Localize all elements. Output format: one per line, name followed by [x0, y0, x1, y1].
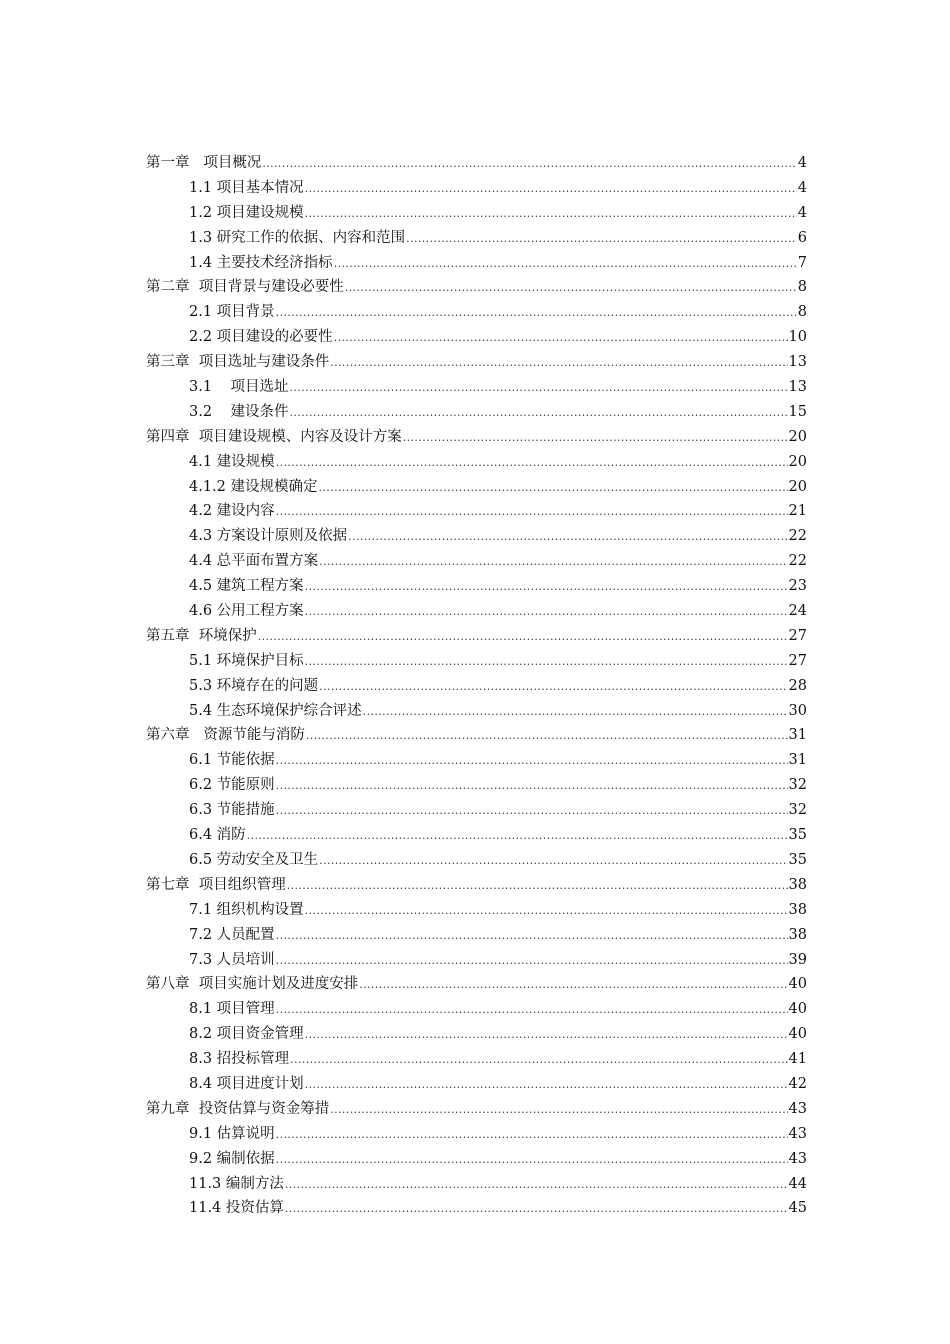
- toc-entry-title: 6.3 节能措施: [189, 802, 275, 819]
- toc-entry-title: 第七章 项目组织管理: [146, 876, 286, 893]
- toc-chapter-entry[interactable]: [146, 350, 807, 375]
- table-of-contents: [146, 151, 807, 1221]
- toc-section-entry[interactable]: [146, 649, 807, 674]
- dot-leader: [287, 874, 788, 899]
- dot-leader: [305, 202, 797, 227]
- dot-leader: [403, 426, 788, 451]
- toc-entry-title: 8.2 项目资金管理: [189, 1026, 304, 1043]
- toc-page-number: 35: [788, 827, 807, 844]
- toc-section-entry[interactable]: [146, 748, 807, 773]
- toc-page-number: 7: [797, 254, 807, 271]
- toc-entry-title: 4.4 总平面布置方案: [189, 553, 319, 570]
- toc-entry-title: 第三章 项目选址与建设条件: [146, 354, 330, 371]
- toc-page-number: 22: [788, 528, 807, 545]
- toc-page-number: 38: [788, 901, 807, 918]
- dot-leader: [305, 177, 797, 202]
- dot-leader: [285, 1197, 788, 1222]
- dot-leader: [406, 227, 797, 252]
- toc-page-number: 6: [797, 229, 807, 246]
- dot-leader: [290, 376, 788, 401]
- dot-leader: [305, 600, 788, 625]
- dot-leader: [276, 1123, 788, 1148]
- toc-section-entry[interactable]: [146, 773, 807, 798]
- dot-leader: [290, 1048, 787, 1073]
- dot-leader: [247, 824, 788, 849]
- toc-entry-title: 9.2 编制依据: [189, 1150, 275, 1167]
- toc-entry-title: 5.1 环境保护目标: [189, 652, 304, 669]
- dot-leader: [319, 675, 787, 700]
- toc-page-number: 43: [788, 1150, 807, 1167]
- dot-leader: [345, 276, 797, 301]
- toc-section-entry[interactable]: [146, 251, 807, 276]
- toc-section-entry[interactable]: [146, 1022, 807, 1047]
- dot-leader: [276, 998, 788, 1023]
- toc-entry-title: 8.1 项目管理: [189, 1001, 275, 1018]
- toc-page-number: 4: [797, 179, 807, 196]
- toc-entry-title: 8.3 招投标管理: [189, 1051, 290, 1068]
- toc-section-entry[interactable]: [146, 375, 807, 400]
- toc-page-number: 40: [788, 1001, 807, 1018]
- toc-entry-title: 8.4 项目进度计划: [189, 1075, 304, 1092]
- toc-entry-title: 2.2 项目建设的必要性: [189, 329, 333, 346]
- toc-section-entry[interactable]: [146, 400, 807, 425]
- toc-entry-title: 6.2 节能原则: [189, 777, 275, 794]
- toc-page-number: 35: [788, 851, 807, 868]
- toc-entry-title: 7.1 组织机构设置: [189, 901, 304, 918]
- toc-entry-title: 6.1 节能依据: [189, 752, 275, 769]
- toc-page-number: 40: [788, 976, 807, 993]
- dot-leader: [285, 1173, 788, 1198]
- dot-leader: [276, 451, 788, 476]
- toc-page-number: 39: [788, 951, 807, 968]
- dot-leader: [276, 924, 788, 949]
- toc-page-number: 13: [788, 379, 807, 396]
- toc-chapter-entry[interactable]: [146, 723, 807, 748]
- dot-leader: [330, 351, 787, 376]
- toc-chapter-entry[interactable]: [146, 275, 807, 300]
- toc-page-number: 10: [788, 329, 807, 346]
- toc-entry-title: 第四章 项目建设规模、内容及设计方案: [146, 428, 402, 445]
- toc-section-entry[interactable]: [146, 1172, 807, 1197]
- toc-entry-title: 第一章 项目概况: [146, 155, 262, 171]
- toc-section-entry[interactable]: [146, 1072, 807, 1097]
- toc-section-entry[interactable]: [146, 923, 807, 948]
- dot-leader: [258, 625, 788, 650]
- dot-leader: [348, 525, 787, 550]
- toc-section-entry[interactable]: [146, 1147, 807, 1172]
- toc-page-number: 28: [788, 677, 807, 694]
- toc-page-number: 38: [788, 926, 807, 943]
- toc-entry-title: 第五章 环境保护: [146, 627, 257, 644]
- toc-entry-title: 9.1 估算说明: [189, 1125, 275, 1142]
- toc-section-entry[interactable]: [146, 848, 807, 873]
- toc-page-number: 45: [788, 1200, 807, 1217]
- dot-leader: [319, 849, 787, 874]
- toc-page-number: 4: [797, 155, 807, 171]
- dot-leader: [276, 774, 788, 799]
- dot-leader: [276, 799, 788, 824]
- toc-page-number: 21: [788, 503, 807, 520]
- toc-page-number: 32: [788, 777, 807, 794]
- toc-page-number: 27: [788, 627, 807, 644]
- toc-entry-title: 1.1 项目基本情况: [189, 179, 304, 196]
- dot-leader: [262, 152, 796, 177]
- dot-leader: [359, 973, 787, 998]
- toc-section-entry[interactable]: [146, 699, 807, 724]
- toc-entry-title: 3.1 项目选址: [189, 379, 289, 396]
- toc-entry-title: 7.3 人员培训: [189, 951, 275, 968]
- toc-section-entry[interactable]: [146, 325, 807, 350]
- toc-entry-title: 4.1.2 建设规模确定: [189, 478, 318, 495]
- toc-entry-title: 1.4 主要技术经济指标: [189, 254, 333, 271]
- toc-section-entry[interactable]: [146, 201, 807, 226]
- toc-page-number: 15: [788, 403, 807, 420]
- dot-leader: [330, 1098, 787, 1123]
- toc-entry-title: 11.3 编制方法: [189, 1175, 284, 1192]
- dot-leader: [276, 749, 788, 774]
- toc-section-entry[interactable]: [146, 475, 807, 500]
- dot-leader: [319, 476, 788, 501]
- toc-section-entry[interactable]: [146, 574, 807, 599]
- toc-section-entry[interactable]: [146, 948, 807, 973]
- toc-page-number: 20: [788, 453, 807, 470]
- toc-page-number: 20: [788, 428, 807, 445]
- toc-entry-title: 11.4 投资估算: [189, 1200, 284, 1217]
- toc-entry-title: 1.2 项目建设规模: [189, 204, 304, 221]
- dot-leader: [319, 550, 787, 575]
- toc-entry-title: 4.6 公用工程方案: [189, 603, 304, 620]
- toc-page-number: 4: [797, 204, 807, 221]
- toc-page-number: 22: [788, 553, 807, 570]
- toc-entry-title: 2.1 项目背景: [189, 304, 275, 321]
- toc-chapter-entry[interactable]: [146, 151, 807, 176]
- dot-leader: [363, 700, 788, 725]
- toc-page-number: 42: [788, 1075, 807, 1092]
- toc-section-entry[interactable]: [146, 997, 807, 1022]
- dot-leader: [290, 401, 788, 426]
- toc-page-number: 31: [788, 727, 807, 744]
- toc-entry-title: 4.2 建设内容: [189, 503, 275, 520]
- toc-page-number: 24: [788, 603, 807, 620]
- toc-section-entry[interactable]: [146, 898, 807, 923]
- toc-section-entry[interactable]: [146, 524, 807, 549]
- dot-leader: [276, 500, 788, 525]
- toc-section-entry[interactable]: [146, 798, 807, 823]
- toc-section-entry[interactable]: [146, 823, 807, 848]
- toc-entry-title: 6.5 劳动安全及卫生: [189, 851, 319, 868]
- toc-page-number: 41: [788, 1051, 807, 1068]
- dot-leader: [305, 1073, 788, 1098]
- dot-leader: [334, 326, 788, 351]
- toc-chapter-entry[interactable]: [146, 425, 807, 450]
- toc-entry-title: 第九章 投资估算与资金筹措: [146, 1100, 330, 1117]
- toc-entry-title: 3.2 建设条件: [189, 403, 289, 420]
- toc-section-entry[interactable]: [146, 1047, 807, 1072]
- toc-section-entry[interactable]: [146, 674, 807, 699]
- toc-section-entry[interactable]: [146, 599, 807, 624]
- toc-section-entry[interactable]: [146, 549, 807, 574]
- toc-entry-title: 7.2 人员配置: [189, 926, 275, 943]
- toc-entry-title: 4.3 方案设计原则及依据: [189, 528, 348, 545]
- dot-leader: [334, 252, 797, 277]
- toc-entry-title: 5.3 环境存在的问题: [189, 677, 319, 694]
- toc-entry-title: 5.4 生态环境保护综合评述: [189, 702, 362, 719]
- toc-page-number: 30: [788, 702, 807, 719]
- toc-section-entry[interactable]: [146, 300, 807, 325]
- dot-leader: [305, 899, 788, 924]
- toc-page-number: 43: [788, 1100, 807, 1117]
- toc-section-entry[interactable]: [146, 450, 807, 475]
- toc-chapter-entry[interactable]: [146, 972, 807, 997]
- toc-page-number: 38: [788, 876, 807, 893]
- toc-chapter-entry[interactable]: [146, 873, 807, 898]
- toc-section-entry[interactable]: [146, 499, 807, 524]
- dot-leader: [305, 575, 788, 600]
- toc-entry-title: 6.4 消防: [189, 827, 246, 844]
- toc-entry-title: 第六章 资源节能与消防: [146, 727, 305, 744]
- toc-page-number: 23: [788, 578, 807, 595]
- toc-page-number: 8: [797, 279, 807, 296]
- toc-page-number: 13: [788, 354, 807, 371]
- toc-section-entry[interactable]: [146, 176, 807, 201]
- toc-section-entry[interactable]: [146, 1122, 807, 1147]
- toc-entry-title: 第二章 项目背景与建设必要性: [146, 279, 344, 296]
- toc-page-number: 32: [788, 802, 807, 819]
- dot-leader: [276, 301, 797, 326]
- toc-section-entry[interactable]: [146, 1196, 807, 1221]
- toc-page-number: 27: [788, 652, 807, 669]
- toc-page-number: 43: [788, 1125, 807, 1142]
- toc-page-number: 8: [797, 304, 807, 321]
- toc-section-entry[interactable]: [146, 226, 807, 251]
- toc-page-number: 44: [788, 1175, 807, 1192]
- toc-page-number: 20: [788, 478, 807, 495]
- toc-entry-title: 第八章 项目实施计划及进度安排: [146, 976, 359, 993]
- toc-entry-title: 4.1 建设规模: [189, 453, 275, 470]
- dot-leader: [305, 1023, 788, 1048]
- toc-entry-title: 1.3 研究工作的依据、内容和范围: [189, 229, 406, 246]
- toc-chapter-entry[interactable]: [146, 1097, 807, 1122]
- dot-leader: [276, 949, 788, 974]
- dot-leader: [305, 650, 788, 675]
- dot-leader: [276, 1148, 788, 1173]
- toc-entry-title: 4.5 建筑工程方案: [189, 578, 304, 595]
- toc-page-number: 31: [788, 752, 807, 769]
- toc-page-number: 40: [788, 1026, 807, 1043]
- dot-leader: [306, 724, 788, 749]
- toc-chapter-entry[interactable]: [146, 624, 807, 649]
